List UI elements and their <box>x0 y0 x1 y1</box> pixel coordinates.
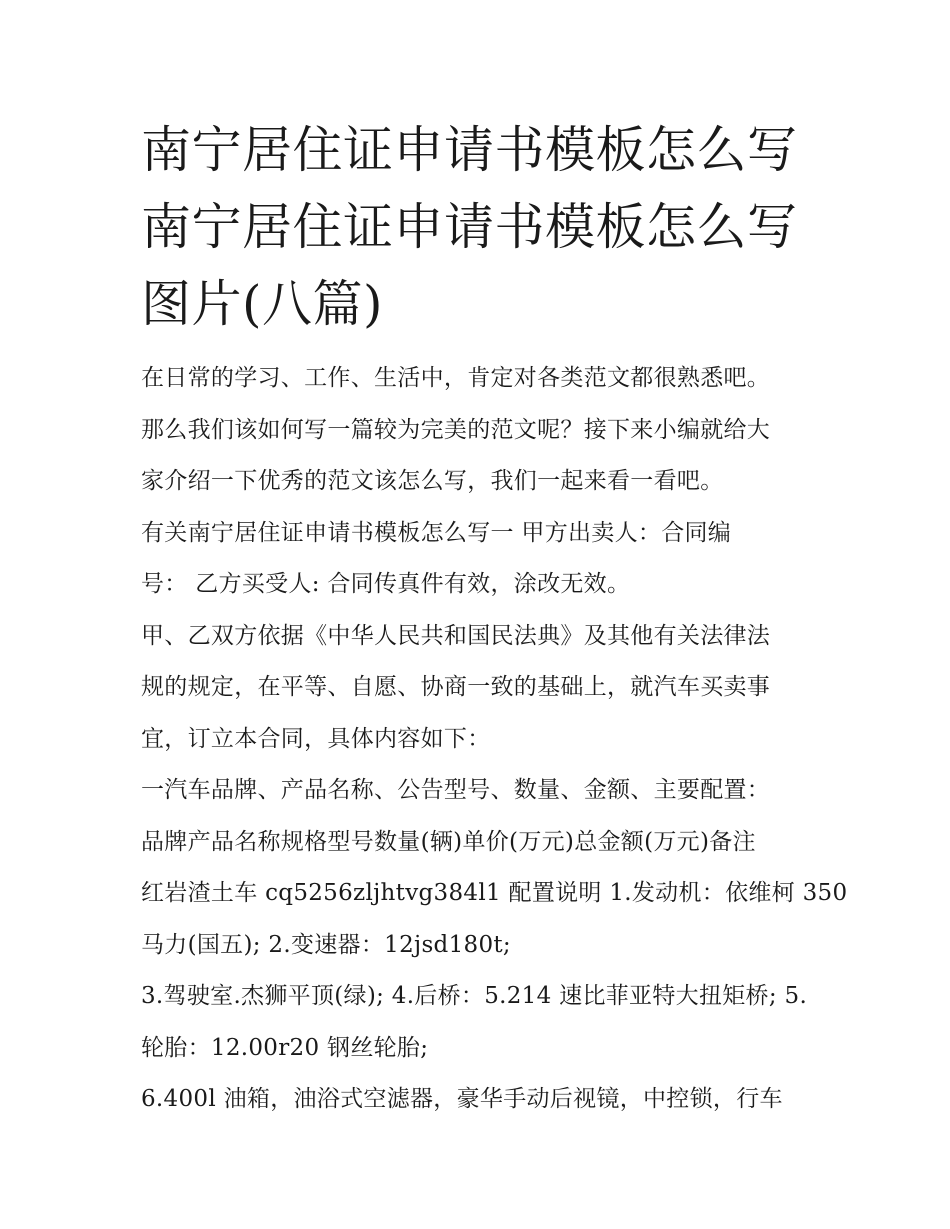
text-line: 规的规定，在平等、自愿、协商一致的基础上，就汽车买卖事 <box>141 674 771 700</box>
document-content <box>141 112 848 1126</box>
text-line: 红岩渣土车 cq5256zljhtvg384l1 配置说明 1.发动机：依维柯 350 <box>141 880 848 906</box>
text-line: 甲、乙双方依据《中华人民共和国民法典》及其他有关法律法 <box>141 622 771 649</box>
text-line: 在日常的学习、工作、生活中，肯定对各类范文都很熟悉吧。 <box>141 365 771 391</box>
text-line: 一汽车品牌、产品名称、公告型号、数量、金额、主要配置： <box>141 777 771 803</box>
intro-paragraph <box>141 353 821 508</box>
text-line: 家介绍一下优秀的范文该怎么写，我们一起来看一看吧。 <box>141 468 724 494</box>
contract-basis-paragraph <box>141 611 821 766</box>
text-line: 轮胎：12.00r20 钢丝轮胎; <box>141 1034 429 1061</box>
vehicle-config-paragraph <box>141 971 821 1074</box>
text-line: 3.驾驶室.杰狮平顶(绿); 4.后桥：5.214 速比菲亚特大扭矩桥; 5. <box>141 983 808 1009</box>
text-line: 品牌产品名称规格型号数量(辆)单价(万元)总金额(万元)备注 <box>141 828 756 855</box>
text-line: 号： 乙方买受人: 合同传真件有效，涂改无效。 <box>141 571 631 597</box>
title-line: 南宁居住证申请书模板怎么写 <box>141 198 798 256</box>
title-line: 南宁居住证申请书模板怎么写 <box>141 121 798 179</box>
title-line: 图片(八篇) <box>141 275 384 333</box>
text-line: 6.400l 油箱，油浴式空滤器，豪华手动后视镜，中控锁，行车 <box>141 1086 783 1112</box>
vehicle-info-paragraph <box>141 765 848 971</box>
text-line: 那么我们该如何写一篇较为完美的范文呢？接下来小编就给大 <box>141 416 771 443</box>
contract-parties-paragraph <box>141 508 821 611</box>
text-line: 宜，订立本合同，具体内容如下： <box>141 725 491 752</box>
text-line: 马力(国五); 2.变速器：12jsd180t; <box>141 931 511 958</box>
text-line: 有关南宁居住证申请书模板怎么写一 甲方出卖人：合同编 <box>141 519 732 546</box>
document-title <box>141 112 821 343</box>
vehicle-extras-paragraph <box>141 1074 821 1126</box>
